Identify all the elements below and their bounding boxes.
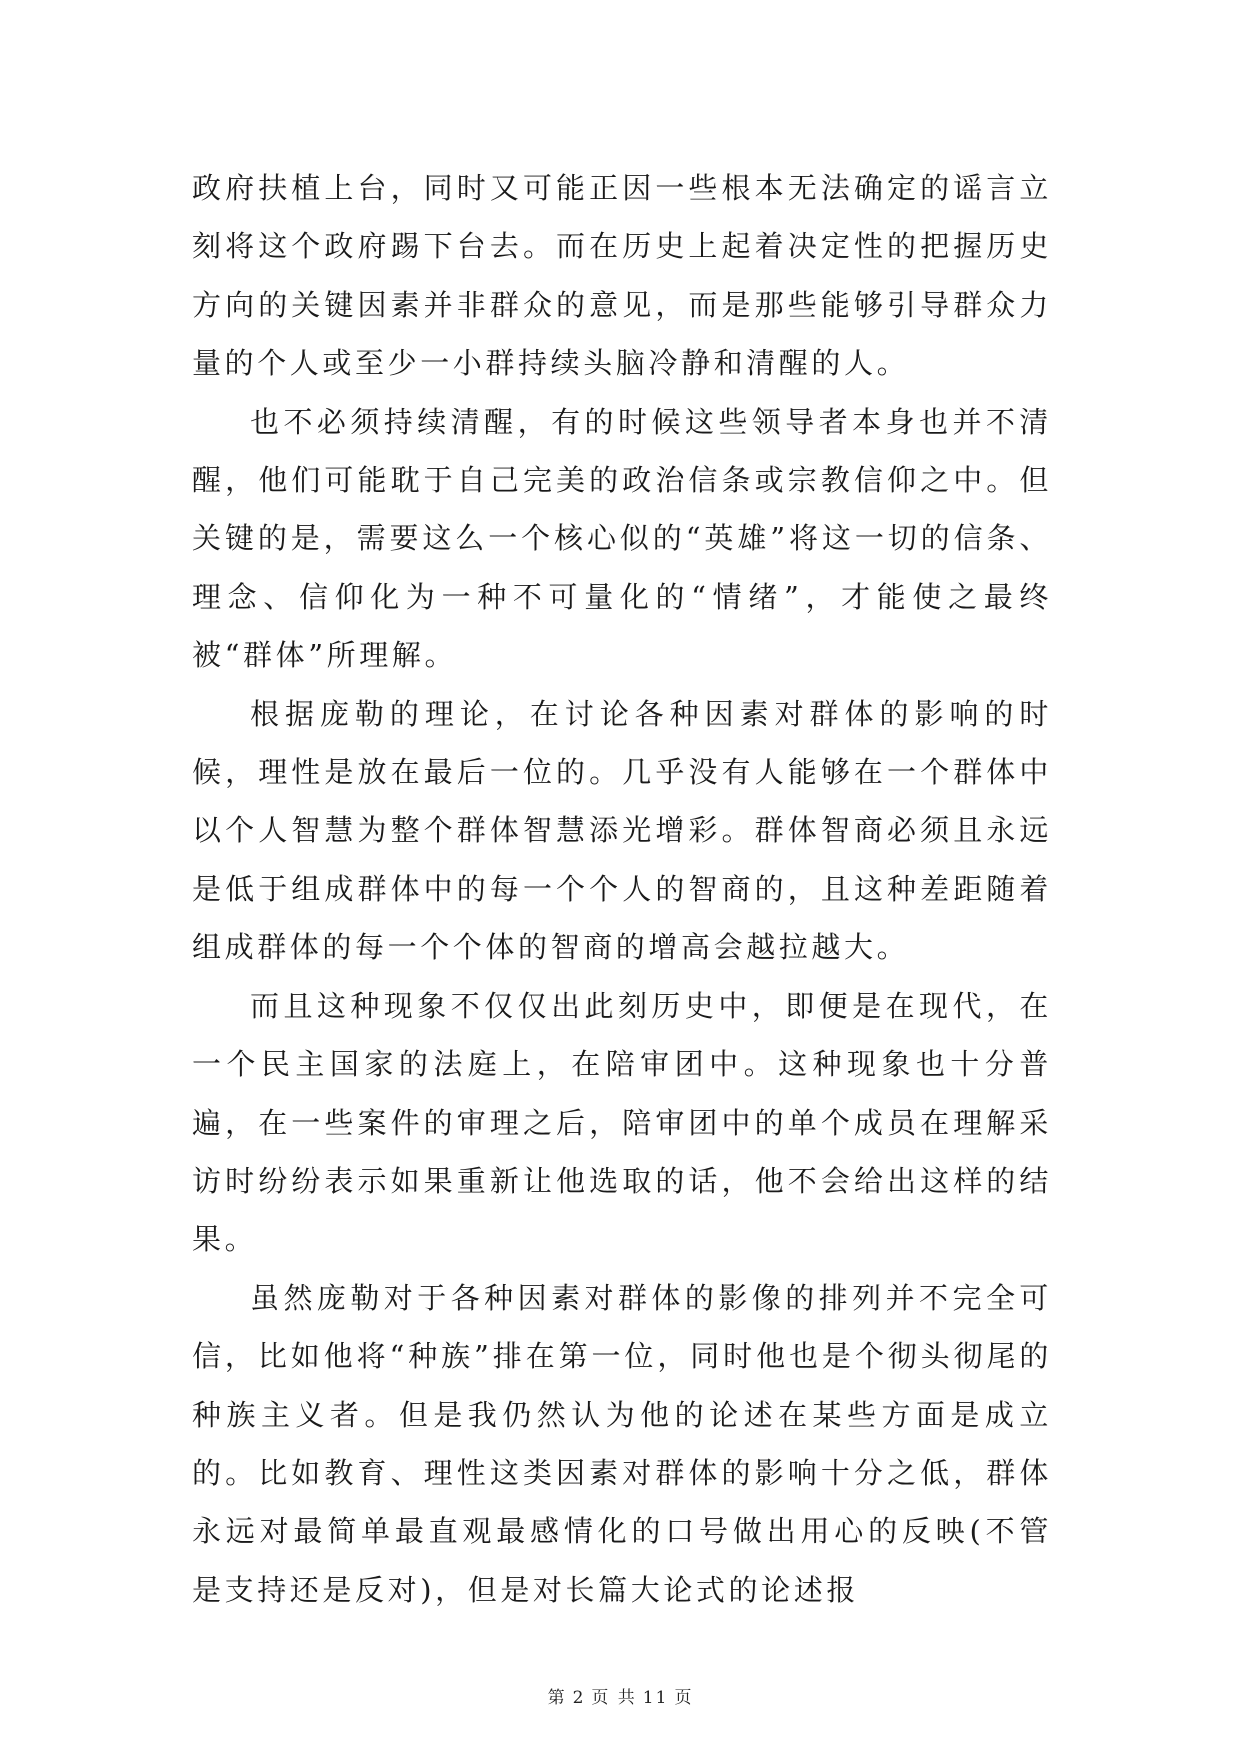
page-total-number: 11 <box>642 1688 669 1708</box>
page-label-mid: 页 共 <box>591 1688 637 1708</box>
paragraph-4: 而且这种现象不仅仅出此刻历史中，即便是在现代，在一个民主国家的法庭上，在陪审团中。这种现象也十分普遍，在一些案件的审理之后，陪审团中的单个成员在理解采访时纷纷表示如果重新让他选取的话，他不会给出这样的结果。 <box>192 988 1052 1257</box>
paragraph-5: 虽然庞勒对于各种因素对群体的影像的排列并不完全可信，比如他将“种族”排在第一位，同时他也是个彻头彻尾的种族主义者。但是我仍然认为他的论述在某些方面是成立的。比如教育、理性这类因素对群体的影响十分之低，群体永远对最简单最直观最感情化的口号做出用心的反映(不管是支持还是反对)，但是对长篇大论式的论述报 <box>192 1280 1052 1607</box>
paragraph-1: 政府扶植上台，同时又可能正因一些根本无法确定的谣言立刻将这个政府踢下台去。而在历史上起着决定性的把握历史方向的关键因素并非群众的意见，而是那些能够引导群众力量的个人或至少一小群持续头脑冷静和清醒的人。 <box>192 171 1052 381</box>
page-current-number: 2 <box>572 1688 586 1708</box>
paragraph-2: 也不必须持续清醒，有的时候这些领导者本身也并不清醒，他们可能耽于自己完美的政治信条或宗教信仰之中。但关键的是，需要这么一个核心似的“英雄”将这一切的信条、理念、信仰化为一种不可量化的“情绪”，才能使之最终被“群体”所理解。 <box>192 404 1052 673</box>
paragraph-3: 根据庞勒的理论，在讨论各种因素对群体的影响的时候，理性是放在最后一位的。几乎没有人能够在一个群体中以个人智慧为整个群体智慧添光增彩。群体智商必须且永远是低于组成群体中的每一个个人的智商的，且这种差距随着组成群体的每一个个体的智商的增高会越拉越大。 <box>192 696 1052 965</box>
page-footer <box>0 1683 1241 1708</box>
page-label-prefix: 第 <box>547 1688 567 1708</box>
page-label-suffix: 页 <box>674 1688 694 1708</box>
body-text <box>192 159 1052 1619</box>
